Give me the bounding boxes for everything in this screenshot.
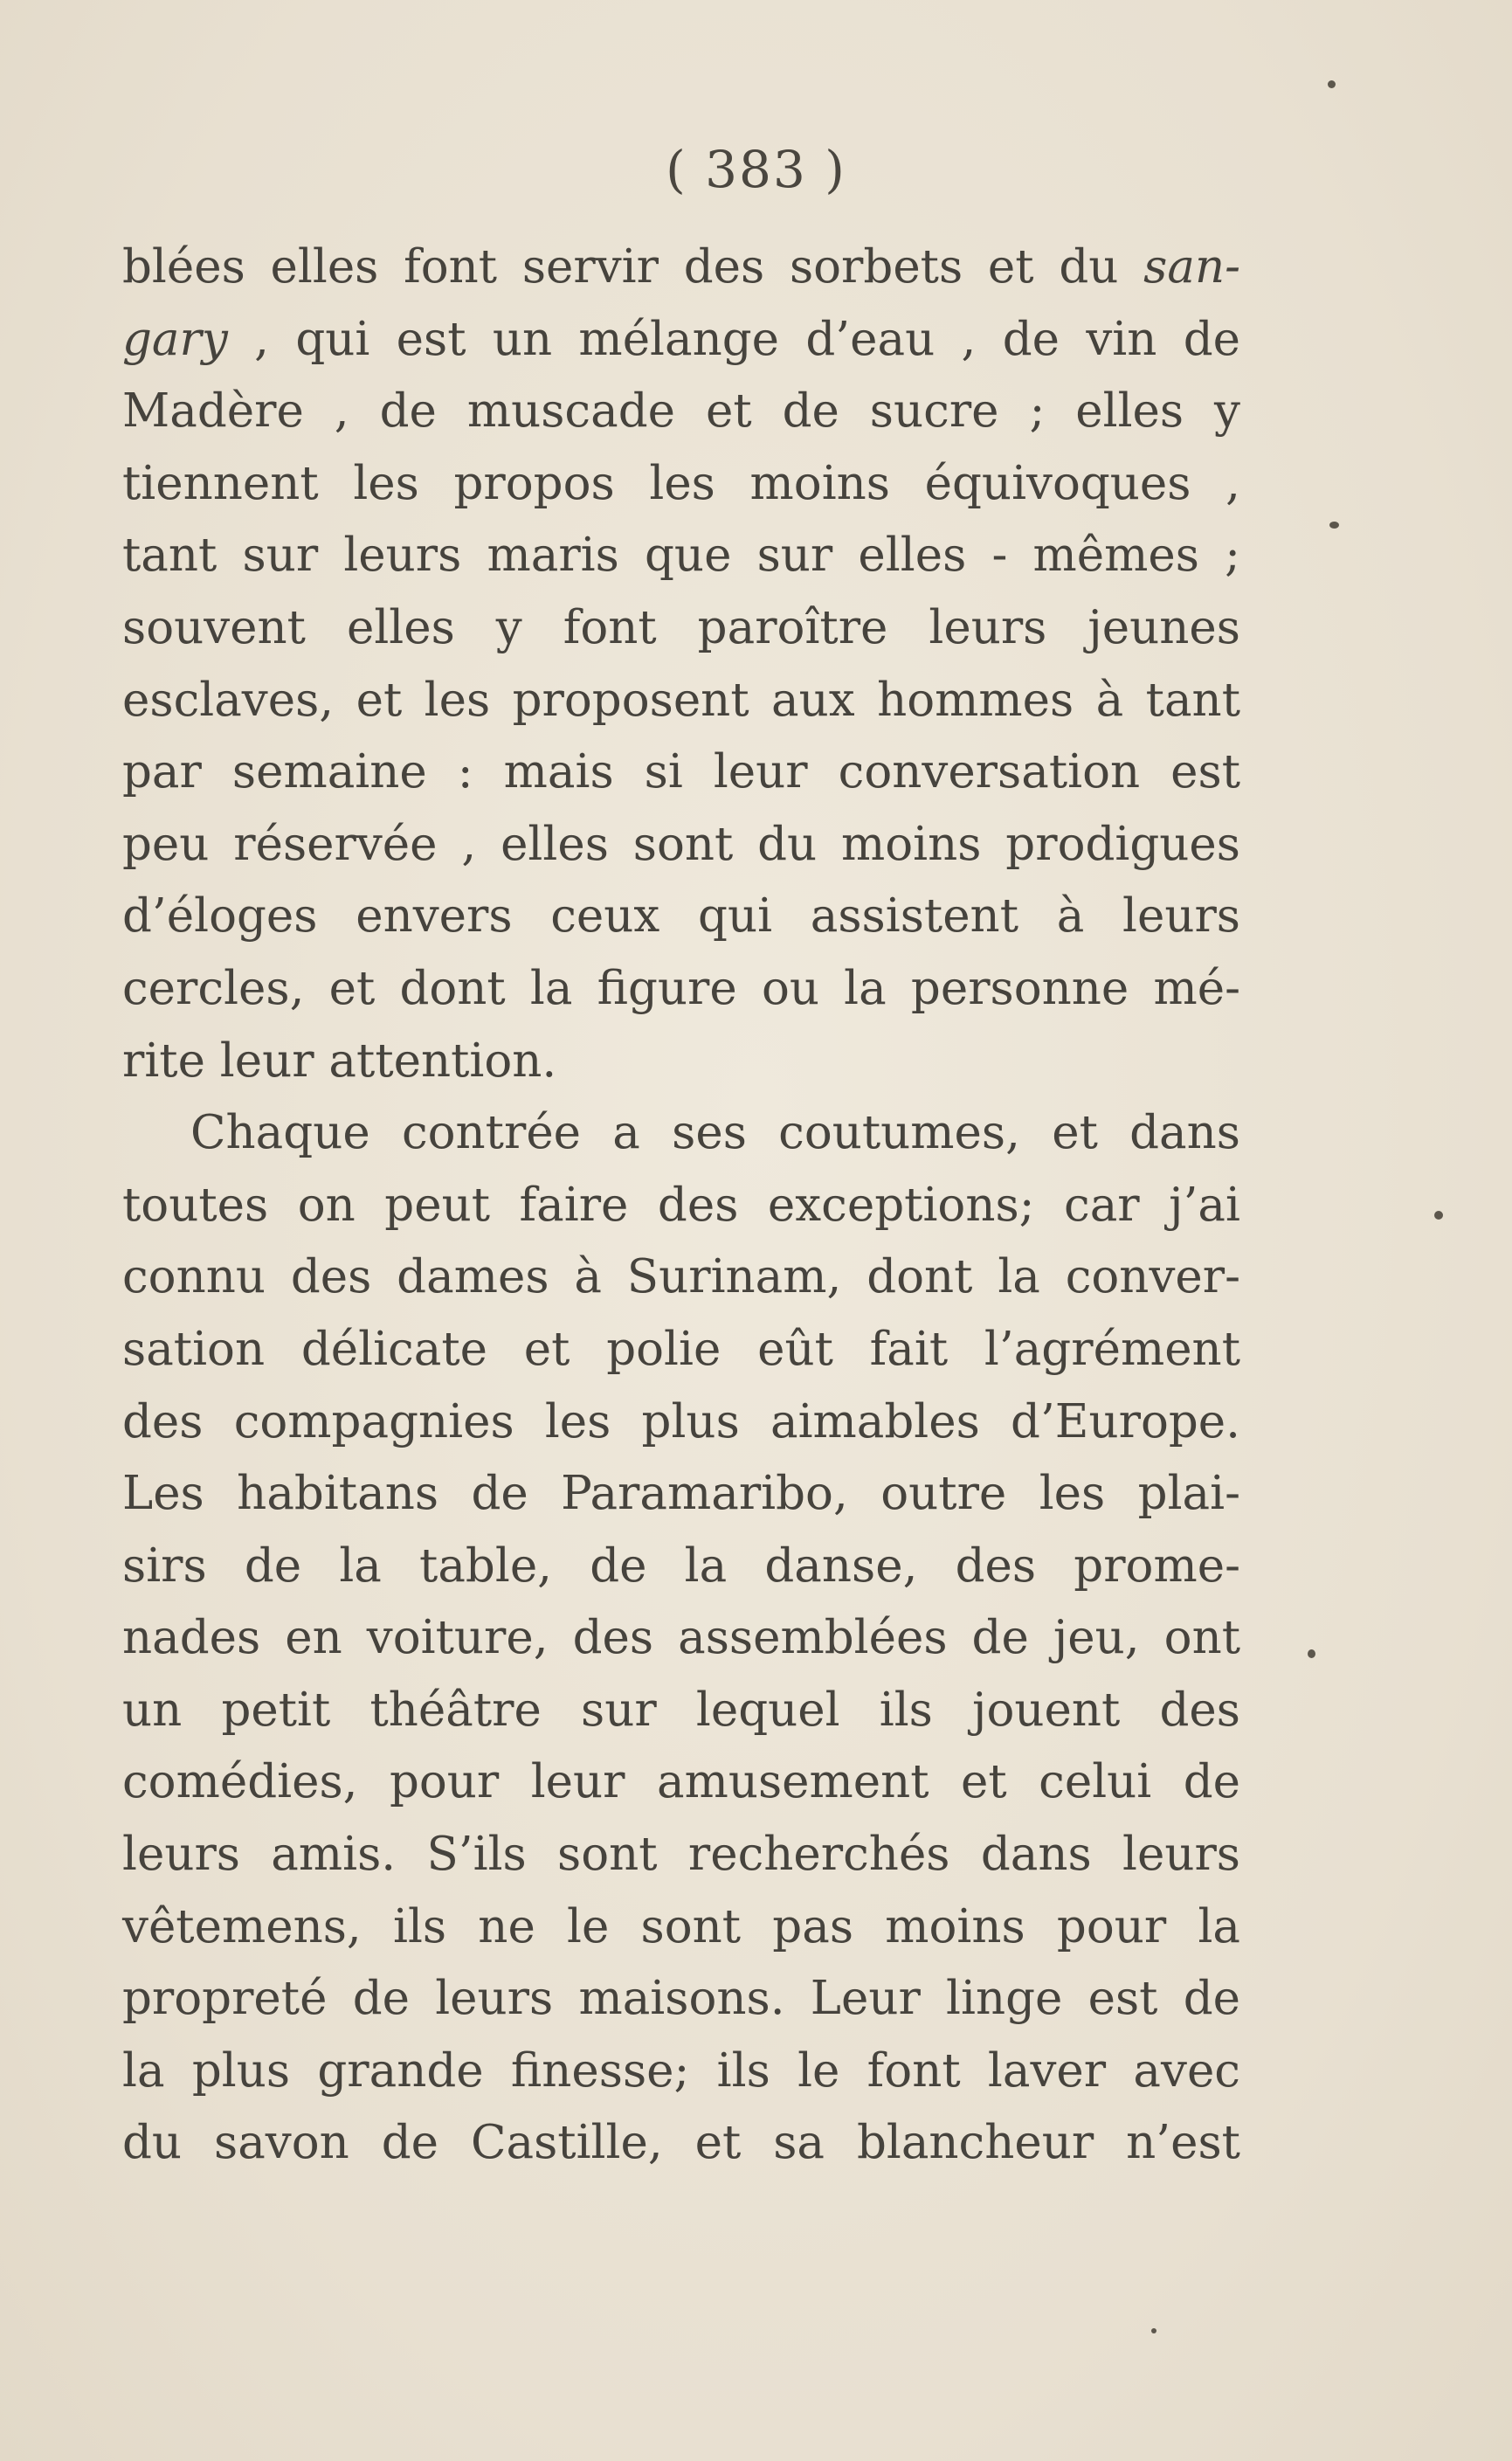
text-line: Madère , de muscade et de sucre ; elles y	[122, 384, 1240, 439]
text-line: tant sur leurs maris que sur elles - mêmes ;	[122, 529, 1240, 583]
text-line: connu des dames à Surinam, dont la conver-	[122, 1250, 1240, 1304]
text-line: sirs de la table, de la danse, des prome-	[122, 1538, 1240, 1593]
text-line: gary , qui est un mélange d’eau , de vin de	[122, 312, 1240, 366]
text-line: leurs amis. S’ils sont recherchés dans leurs	[122, 1828, 1240, 1882]
text-line: comédies, pour leur amusement et celui de	[122, 1755, 1240, 1809]
text-line: rite leur attention.	[122, 1033, 557, 1088]
text-line: tiennent les propos les moins équivoques ,	[122, 456, 1240, 510]
paper-speck	[1308, 1649, 1315, 1658]
text-line: propreté de leurs maisons. Leur linge est de	[122, 1972, 1240, 2026]
paper-speck	[1329, 522, 1339, 529]
text-line: un petit théâtre sur lequel ils jouent des	[122, 1683, 1240, 1737]
text-line: sation délicate et polie eût fait l’agrément	[122, 1322, 1240, 1376]
text-line: Chaque contrée a ses coutumes, et dans	[190, 1106, 1240, 1160]
text-line: souvent elles y font paroître leurs jeunes	[122, 600, 1240, 654]
text-line: toutes on peut faire des exceptions; car j’ai	[122, 1178, 1240, 1232]
paper-speck	[1434, 1211, 1443, 1220]
text-line: cercles, et dont la figure ou la personne mé-	[122, 961, 1240, 1015]
text-line: vêtemens, ils ne le sont pas moins pour la	[122, 1899, 1240, 1953]
body-text	[122, 232, 1240, 2180]
text-line: Les habitans de Paramaribo, outre les plai-	[122, 1467, 1240, 1521]
text-line: d’éloges envers ceux qui assistent à leurs	[122, 889, 1240, 944]
text-line: par semaine : mais si leur conversation est	[122, 745, 1240, 799]
paper-speck	[1151, 2328, 1156, 2333]
text-line: peu réservée , elles sont du moins prodigues	[122, 817, 1240, 871]
text-line: blées elles font servir des sorbets et du san-	[122, 240, 1240, 294]
text-line: nades en voiture, des assemblées de jeu, ont	[122, 1611, 1240, 1665]
paper-speck	[1328, 80, 1336, 88]
page-number: ( 383 )	[666, 140, 846, 199]
text-line: la plus grande finesse; ils le font laver avec	[122, 2043, 1240, 2098]
text-line: des compagnies les plus aimables d’Europe.	[122, 1394, 1240, 1448]
text-line: du savon de Castille, et sa blancheur n’est	[122, 2116, 1240, 2170]
text-line: esclaves, et les proposent aux hommes à tant	[122, 673, 1240, 727]
